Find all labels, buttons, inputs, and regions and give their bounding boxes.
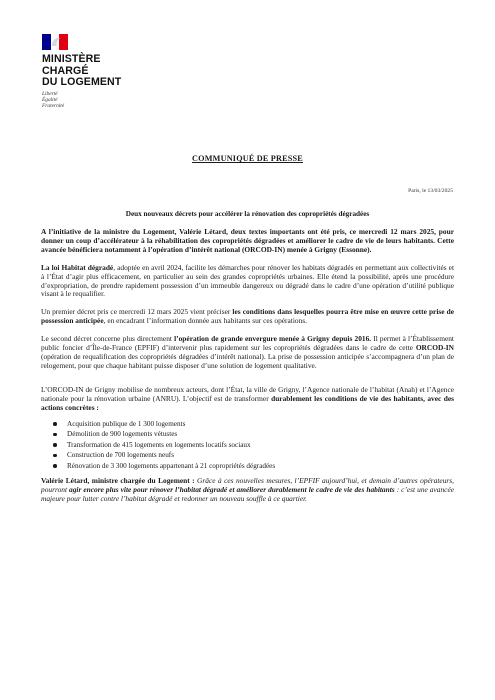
list-item: Construction de 700 logements neufs (67, 450, 454, 461)
law-name: La loi Habitat dégradé (41, 262, 114, 272)
second-decree-intro: Le second décret concerne plus directement (41, 334, 175, 344)
first-decree-intro: Un premier décret pris ce mercredi 12 mars 2025 vient préciser (41, 307, 233, 317)
ministry-logo (42, 34, 162, 110)
quote-emphasis: agir encore plus vite pour rénover l’habitat dégradé et améliorer durablement le cadre de vie des habitants (69, 484, 395, 494)
list-item: Démolition de 900 logements vétustes (67, 429, 454, 440)
motto-liberte: Liberté (42, 90, 58, 97)
motto-egalite: Égalité (42, 96, 58, 103)
release-date: Paris, le 13/03/2025 (408, 188, 453, 194)
second-decree-rest: (opération de requalification des copropriétés dégradées d’intérêt national). La prise de possession anticipée s’accompagnera d’un plan de relogement, pour que chaque habitant puisse disposer d’une solution de logement qualitative. (41, 351, 454, 370)
second-decree-text: Il permet à l’Établissement public foncier d’Île-de-France (EPFIF) d’intervenir plus rapidement sur les copropriétés dégradées dans le cadre de cette (41, 334, 454, 353)
paragraph-first-decree (41, 308, 454, 326)
actors-text: L’ORCOD-IN de Grigny mobilise de nombreux acteurs, dont l’État, la ville de Grigny, l’Agence nationale de l’habitat (Anah) et l’Agence nationale pour la rénovation urbaine (ANRU). L’objectif est de transformer (41, 384, 454, 403)
paragraph-second-decree (41, 335, 454, 371)
actors-emphasis: durablement les conditions de vie des habitants, avec des actions concrètes : (41, 393, 454, 412)
ministry-line-1: MINISTÈRE (42, 53, 101, 65)
quote-part-2: : c’est une avancée majeure pour lutter contre l’habitat dégradé et redonner un nouveau souffle à ce quartier. (41, 484, 455, 503)
orcod-in-label: ORCOD-IN (415, 343, 454, 353)
list-item: Rénovation de 3 300 logements appartenant à 21 copropriétés dégradées (67, 461, 454, 472)
press-release-heading: COMMUNIQUÉ DE PRESSE (192, 154, 303, 163)
paragraph-actors (41, 386, 454, 413)
actions-list (41, 419, 454, 472)
list-item: Acquisition publique de 1 300 logements (67, 419, 454, 430)
marianne-flag-icon (42, 34, 68, 50)
first-decree-text: , en encadrant l’information donnée aux habitants sur ces opérations. (103, 316, 308, 326)
quote-speaker: Valérie Létard, ministre chargée du Logement : (41, 476, 195, 485)
motto-fraternite: Fraternité (42, 103, 65, 110)
quote-part-1: Grâce à ces nouvelles mesures, l’EPFIF aujourd’hui, et demain d’autres opérateurs, pourront (41, 476, 454, 494)
minister-quote (41, 477, 454, 504)
ministry-name (42, 54, 162, 89)
list-item: Transformation de 415 logements en logements locatifs sociaux (67, 440, 454, 451)
paragraph-law (41, 264, 454, 300)
release-title: Deux nouveaux décrets pour accélérer la rénovation des copropriétés dégradées (125, 210, 370, 218)
intro-paragraph: A l’initiative de la ministre du Logement, Valérie Létard, deux textes importants ont été pris, ce mercredi 12 mars 2025, pour donner un coup d’accélérateur à la réhabilitation des copropriétés dégradées et améliorer le cadre de vie de leurs habitants. Cette avancée bénéficiera notamment à l’opération d’intérêt national (ORCOD-IN) menée à Grigny (Essonne). (41, 227, 454, 254)
release-body (41, 228, 454, 504)
grigny-operation: l’opération de grande envergure menée à Grigny depuis 2016. (174, 334, 372, 344)
first-decree-emphasis: les conditions dans lesquelles pourra être mise en œuvre cette prise de possession anticipée (41, 307, 455, 326)
republic-motto (42, 91, 162, 110)
law-text: , adoptée en avril 2024, facilite les démarches pour rénover les habitats dégradés en permettant aux collectivités et à l’État d’agir plus efficacement, en particulier au sein des grandes copropriétés urbaines. Elle étend la possibilité, après une procédure d’expropriation, de prendre rapidement possession d’un immeuble dangereux ou dégradé dans le cadre d’une opération d’utilité publique visant à le requalifier. (41, 262, 454, 299)
ministry-line-2: CHARGÉ (42, 64, 89, 77)
ministry-line-3: DU LOGEMENT (42, 76, 122, 88)
